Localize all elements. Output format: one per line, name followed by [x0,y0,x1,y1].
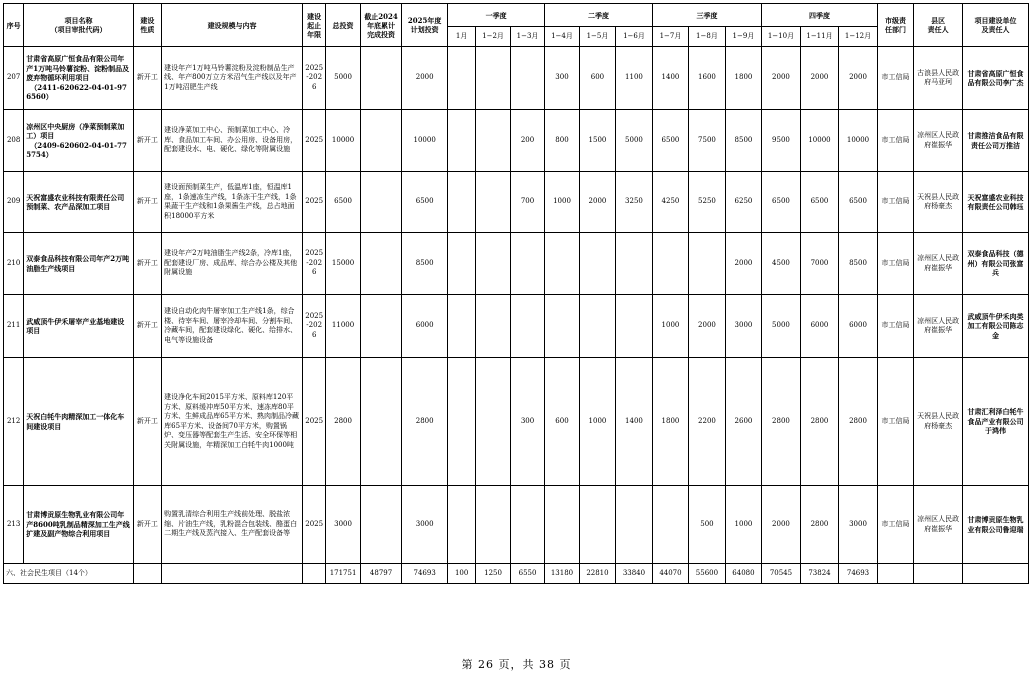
table-body [4,47,1029,584]
row-month-value: 1400 [652,47,688,110]
header-period: 建设 起止 年限 [303,4,326,47]
summary-empty [133,564,161,584]
row-county: 凉州区人民政府崔振华 [914,110,963,172]
row-month-value [616,486,653,564]
row-month-value: 6250 [725,172,762,233]
row-month-value: 2000 [800,47,839,110]
row-county: 古浪县人民政府马亚珂 [914,47,963,110]
row-month-value: 8500 [839,233,878,295]
table-row [4,110,1029,172]
row-month-value: 1400 [616,358,653,486]
project-name-cell [24,172,133,233]
row-completed [360,295,402,358]
table-row [4,172,1029,233]
project-name: 天祝富盛农业科技有限责任公司预制菜、农产品深加工项目 [26,192,125,211]
row-period: 2025 [303,358,326,486]
row-month-value: 2000 [725,233,762,295]
row-month-value: 1500 [579,110,615,172]
summary-month-value: 100 [447,564,475,584]
row-month-value [652,233,688,295]
row-month-value: 700 [510,172,544,233]
summary-month-value: 13180 [545,564,579,584]
row-unit: 甘肃推洁食品有限责任公司万推洁 [962,110,1028,172]
row-total: 10000 [326,110,360,172]
row-dept: 市工信局 [877,486,913,564]
project-name: 甘肃博贡原生物乳业有限公司年产8600吨乳制品精深加工生产线扩建及副产物综合利用项目 [26,510,130,539]
row-month-value [545,486,579,564]
row-total: 6500 [326,172,360,233]
row-month-value: 1000 [545,172,579,233]
row-month-value: 1000 [652,295,688,358]
row-nature: 新开工 [133,233,161,295]
row-month-value [476,358,510,486]
row-scale: 建设净菜加工中心、预制菜加工中心、冷库、食品加工车间、办公用房、设备用房，配套建设水、电、硬化、绿化等附属设施 [162,110,303,172]
summary-month-value: 22810 [579,564,615,584]
row-month-value [510,295,544,358]
row-completed [360,110,402,172]
row-plan: 3000 [402,486,448,564]
summary-month-value: 73824 [800,564,839,584]
row-month-value: 5000 [616,110,653,172]
header-month: 1−8月 [689,27,725,47]
row-month-value: 3000 [725,295,762,358]
row-period: 2025 [303,110,326,172]
project-name: 甘肃省高原广恒食品有限公司年产1万吨马铃薯淀粉、淀粉制品及废弃物循环利用项目 [26,54,130,83]
summary-month-value: 55600 [689,564,725,584]
row-month-value [447,358,475,486]
row-month-value: 1800 [652,358,688,486]
row-total: 3000 [326,486,360,564]
row-completed [360,358,402,486]
row-nature: 新开工 [133,295,161,358]
row-month-value [652,486,688,564]
row-month-value: 6500 [800,172,839,233]
project-code: （2409-620602-04-01-775754） [26,140,127,159]
summary-empty [162,564,303,584]
row-plan: 6500 [402,172,448,233]
row-county: 凉州区人民政府崔振华 [914,295,963,358]
row-unit: 甘肃省高原广恒食品有限公司李广杰 [962,47,1028,110]
row-month-value [689,233,725,295]
project-name-cell [24,233,133,295]
row-dept: 市工信局 [877,233,913,295]
row-total: 11000 [326,295,360,358]
row-month-value: 1000 [725,486,762,564]
row-month-value: 7500 [689,110,725,172]
header-total: 总投资 [326,4,360,47]
row-month-value [447,172,475,233]
row-month-value: 2000 [579,172,615,233]
row-dept: 市工信局 [877,172,913,233]
row-month-value: 2000 [762,486,801,564]
row-dept: 市工信局 [877,47,913,110]
row-nature: 新开工 [133,172,161,233]
row-month-value: 300 [510,358,544,486]
row-unit: 甘肃汇利泽白牦牛食品产业有限公司于鸿伟 [962,358,1028,486]
row-month-value: 6000 [800,295,839,358]
summary-row [4,564,1029,584]
row-unit: 双泰食品科技（德州）有限公司张富兵 [962,233,1028,295]
row-period: 2025-2026 [303,233,326,295]
row-month-value: 2800 [800,486,839,564]
summary-empty [962,564,1028,584]
project-name: 天祝白牦牛肉精深加工一体化车间建设项目 [26,412,125,431]
row-seq: 207 [4,47,24,110]
row-scale: 建设自动化肉牛屠宰加工生产线1条，综合楼、待宰车间、屠宰冷却车间、分割车间、冷藏车间，配套建设绿化、硬化、给排水、电气等设施设备 [162,295,303,358]
row-period: 2025-2026 [303,47,326,110]
summary-month-value: 33840 [616,564,653,584]
row-month-value: 6500 [652,110,688,172]
row-period: 2025-2026 [303,295,326,358]
header-month: 1−12月 [839,27,878,47]
header-county: 县区 责任人 [914,4,963,47]
header-month: 1月 [447,27,475,47]
row-plan: 8500 [402,233,448,295]
header-dept: 市级责 任部门 [877,4,913,47]
header-q4: 四季度 [762,4,878,27]
row-seq: 208 [4,110,24,172]
row-month-value: 2600 [725,358,762,486]
project-name-cell [24,110,133,172]
summary-completed: 48797 [360,564,402,584]
row-month-value [579,295,615,358]
header-nature: 建设 性质 [133,4,161,47]
row-month-value: 500 [689,486,725,564]
row-month-value [476,172,510,233]
row-month-value: 8500 [725,110,762,172]
row-completed [360,172,402,233]
row-unit: 天祝富盛农业科技有限责任公司韩珏 [962,172,1028,233]
row-month-value: 10000 [839,110,878,172]
row-scale: 建设面预制菜生产，低温库1座，恒温库1座，1条速冻生产线，1条冻干生产线，1条果蔬干生产线和1条果酱生产线，总占地面积18000平方米 [162,172,303,233]
project-name-cell [24,47,133,110]
table-row [4,47,1029,110]
row-month-value: 6500 [762,172,801,233]
row-month-value [476,110,510,172]
row-month-value: 1800 [725,47,762,110]
row-month-value: 6500 [839,172,878,233]
row-period: 2025 [303,486,326,564]
header-plan2025: 2025年度 计划投资 [402,4,448,47]
row-month-value: 200 [510,110,544,172]
row-county: 凉州区人民政府崔振华 [914,486,963,564]
row-month-value: 10000 [800,110,839,172]
header-month: 1−4月 [545,27,579,47]
row-nature: 新开工 [133,47,161,110]
row-month-value: 7000 [800,233,839,295]
summary-empty [303,564,326,584]
row-month-value: 5000 [762,295,801,358]
table-row [4,486,1029,564]
row-month-value: 2000 [689,295,725,358]
row-month-value: 2000 [839,47,878,110]
header-project-name: 项目名称 （项目审批代码） [24,4,133,47]
row-plan: 6000 [402,295,448,358]
row-unit: 武威顶牛伊禾肉类加工有限公司陈志金 [962,295,1028,358]
project-name: 双泰食品科技有限公司年产2万吨油脂生产线项目 [26,254,130,273]
row-county: 天祝县人民政府杨豪杰 [914,358,963,486]
row-month-value: 6000 [839,295,878,358]
row-month-value [447,486,475,564]
header-month: 1−2月 [476,27,510,47]
table-row [4,295,1029,358]
header-month: 1−9月 [725,27,762,47]
header-q3: 三季度 [652,4,761,27]
summary-total: 171751 [326,564,360,584]
row-month-value [579,486,615,564]
row-total: 2800 [326,358,360,486]
summary-month-value: 70545 [762,564,801,584]
summary-label: 六、社会民生项目（14个） [4,564,134,584]
row-seq: 209 [4,172,24,233]
table-row [4,233,1029,295]
row-month-value [476,295,510,358]
row-month-value: 3250 [616,172,653,233]
row-month-value [616,233,653,295]
summary-plan: 74693 [402,564,448,584]
row-month-value [447,110,475,172]
row-dept: 市工信局 [877,358,913,486]
summary-month-value: 44070 [652,564,688,584]
row-month-value: 1600 [689,47,725,110]
header-month: 1−7月 [652,27,688,47]
row-month-value [447,233,475,295]
row-plan: 10000 [402,110,448,172]
row-month-value [545,233,579,295]
row-month-value [545,295,579,358]
row-month-value: 5250 [689,172,725,233]
header-q2: 二季度 [545,4,652,27]
header-completed: 截止2024 年底累计 完成投资 [360,4,402,47]
summary-month-value: 6550 [510,564,544,584]
header-unit: 项目建设单位 及责任人 [962,4,1028,47]
row-month-value [579,233,615,295]
project-code: （2411-620622-04-01-976560） [26,82,127,102]
row-month-value: 600 [579,47,615,110]
row-nature: 新开工 [133,486,161,564]
row-month-value [476,47,510,110]
row-month-value [510,47,544,110]
row-seq: 210 [4,233,24,295]
row-month-value: 2800 [839,358,878,486]
row-scale: 购置乳清综合利用生产线前处理、脱盐浓缩、片油生产线，乳粉混合包装线、酪蛋白二期生产线及蒸汽接入、生产配套设备等 [162,486,303,564]
row-month-value: 300 [545,47,579,110]
row-completed [360,233,402,295]
row-total: 15000 [326,233,360,295]
row-dept: 市工信局 [877,295,913,358]
project-name-cell [24,295,133,358]
row-plan: 2800 [402,358,448,486]
row-scale: 建设年产2万吨油脂生产线2条，冷库1座，配套建设厂房、成品库、综合办公楼及其他附属设施 [162,233,303,295]
row-unit: 甘肃博贡原生物乳业有限公司鲁迎瑞 [962,486,1028,564]
header-month: 1−6月 [616,27,653,47]
header-month: 1−3月 [510,27,544,47]
row-month-value: 2800 [762,358,801,486]
project-name-cell [24,358,133,486]
header-month: 1−11月 [800,27,839,47]
row-nature: 新开工 [133,110,161,172]
row-seq: 213 [4,486,24,564]
row-completed [360,486,402,564]
summary-month-value: 74693 [839,564,878,584]
row-scale: 建设净化车间2015平方米、原料库120平方米、原料缓冲库50平方米、速冻库80平方米、生鲜成品库65平方米、熟肉制品冷藏库65平方米、设备间70平方米，购置锅炉、变压器等配套生产生活、安全环保等相关附属设施，年精深加工白牦牛肉1000吨 [162,358,303,486]
row-county: 天祝县人民政府杨豪杰 [914,172,963,233]
row-seq: 211 [4,295,24,358]
row-month-value [476,486,510,564]
project-name: 武威顶牛伊禾屠宰产业基地建设项目 [26,316,125,335]
row-month-value: 2800 [800,358,839,486]
header-scale: 建设规模与内容 [162,4,303,47]
row-dept: 市工信局 [877,110,913,172]
row-month-value [447,47,475,110]
header-month: 1−5月 [579,27,615,47]
row-nature: 新开工 [133,358,161,486]
project-table [3,3,1029,584]
summary-empty [914,564,963,584]
row-month-value: 4250 [652,172,688,233]
row-month-value: 4500 [762,233,801,295]
row-month-value: 9500 [762,110,801,172]
row-month-value: 3000 [839,486,878,564]
row-county: 凉州区人民政府崔振华 [914,233,963,295]
row-month-value [616,295,653,358]
row-total: 5000 [326,47,360,110]
row-month-value: 800 [545,110,579,172]
row-month-value [447,295,475,358]
row-completed [360,47,402,110]
table-row [4,358,1029,486]
page-footer: 第 26 页，共 38 页 [461,658,572,671]
row-month-value: 1100 [616,47,653,110]
row-month-value [476,233,510,295]
header-q1: 一季度 [447,4,544,27]
summary-empty [877,564,913,584]
summary-month-value: 64080 [725,564,762,584]
row-plan: 2000 [402,47,448,110]
summary-month-value: 1250 [476,564,510,584]
row-month-value [510,233,544,295]
project-name: 凉州区中央厨房（净菜预制菜加工）项目 [26,121,125,140]
row-month-value: 1000 [579,358,615,486]
row-scale: 建设年产1万吨马铃薯淀粉及淀粉制品生产线、年产800万立方米沼气生产线以及年产1万吨沼肥生产线 [162,47,303,110]
row-month-value: 600 [545,358,579,486]
row-month-value: 2000 [762,47,801,110]
project-name-cell [24,486,133,564]
row-month-value [510,486,544,564]
row-seq: 212 [4,358,24,486]
header-seq: 序号 [4,4,24,47]
header-month: 1−10月 [762,27,801,47]
row-month-value: 2200 [689,358,725,486]
row-period: 2025 [303,172,326,233]
